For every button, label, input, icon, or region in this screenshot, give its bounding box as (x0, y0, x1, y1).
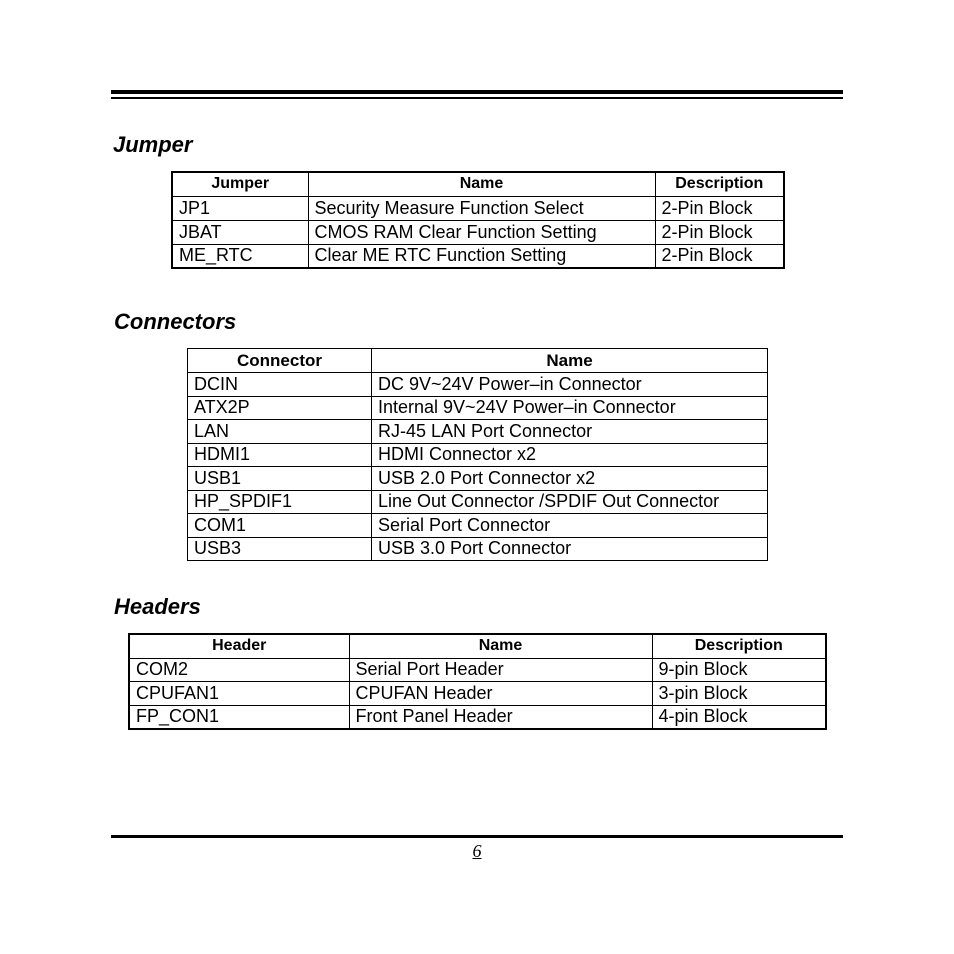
table-row (172, 220, 784, 244)
cell-description: 9-pin Block (652, 658, 826, 682)
page-number (0, 840, 954, 862)
table-row (129, 682, 826, 706)
connectors-table (187, 348, 768, 561)
cell-name: Serial Port Connector (372, 514, 768, 538)
cell-connector: DCIN (188, 373, 372, 397)
cell-connector: COM1 (188, 514, 372, 538)
column-header-name: Name (349, 634, 652, 658)
column-header-name: Name (372, 349, 768, 373)
table-row (188, 514, 768, 538)
cell-name: USB 2.0 Port Connector x2 (372, 467, 768, 491)
column-header-jumper: Jumper (172, 172, 308, 196)
cell-name: Internal 9V~24V Power–in Connector (372, 396, 768, 420)
cell-jumper: JBAT (172, 220, 308, 244)
cell-description: 2-Pin Block (655, 244, 784, 268)
cell-description: 4-pin Block (652, 705, 826, 729)
headers-table (128, 633, 827, 730)
cell-name: Front Panel Header (349, 705, 652, 729)
column-header-name: Name (308, 172, 655, 196)
cell-name: RJ-45 LAN Port Connector (372, 420, 768, 444)
jumper-table (171, 171, 785, 269)
table-row (129, 705, 826, 729)
column-header-description: Description (652, 634, 826, 658)
table-row (188, 537, 768, 561)
table-header-row (172, 172, 784, 196)
cell-name: CMOS RAM Clear Function Setting (308, 220, 655, 244)
cell-connector: USB1 (188, 467, 372, 491)
cell-name: Clear ME RTC Function Setting (308, 244, 655, 268)
cell-jumper: JP1 (172, 196, 308, 220)
cell-description: 3-pin Block (652, 682, 826, 706)
column-header-header: Header (129, 634, 349, 658)
column-header-description: Description (655, 172, 784, 196)
table-row (188, 420, 768, 444)
section-title-headers: Headers (114, 594, 201, 619)
cell-header: CPUFAN1 (129, 682, 349, 706)
table-row (188, 467, 768, 491)
cell-name: USB 3.0 Port Connector (372, 537, 768, 561)
column-header-connector: Connector (188, 349, 372, 373)
cell-connector: USB3 (188, 537, 372, 561)
cell-jumper: ME_RTC (172, 244, 308, 268)
table-row (172, 244, 784, 268)
table-row (129, 658, 826, 682)
cell-header: FP_CON1 (129, 705, 349, 729)
cell-connector: LAN (188, 420, 372, 444)
cell-name: CPUFAN Header (349, 682, 652, 706)
table-row (188, 443, 768, 467)
table-row (188, 396, 768, 420)
table-row (172, 196, 784, 220)
section-title-jumper: Jumper (113, 132, 193, 157)
cell-connector: ATX2P (188, 396, 372, 420)
table-row (188, 373, 768, 397)
page-number-text: 6 (472, 841, 482, 861)
table-header-row (188, 349, 768, 373)
cell-name: HDMI Connector x2 (372, 443, 768, 467)
cell-name: Line Out Connector /SPDIF Out Connector (372, 490, 768, 514)
table-row (188, 490, 768, 514)
cell-name: Security Measure Function Select (308, 196, 655, 220)
cell-connector: HDMI1 (188, 443, 372, 467)
cell-description: 2-Pin Block (655, 196, 784, 220)
footer-rule (111, 835, 843, 838)
cell-description: 2-Pin Block (655, 220, 784, 244)
cell-name: Serial Port Header (349, 658, 652, 682)
cell-header: COM2 (129, 658, 349, 682)
header-rule-thick (111, 90, 843, 94)
table-header-row (129, 634, 826, 658)
header-rule-thin (111, 97, 843, 99)
cell-name: DC 9V~24V Power–in Connector (372, 373, 768, 397)
cell-connector: HP_SPDIF1 (188, 490, 372, 514)
section-title-connectors: Connectors (114, 309, 237, 334)
